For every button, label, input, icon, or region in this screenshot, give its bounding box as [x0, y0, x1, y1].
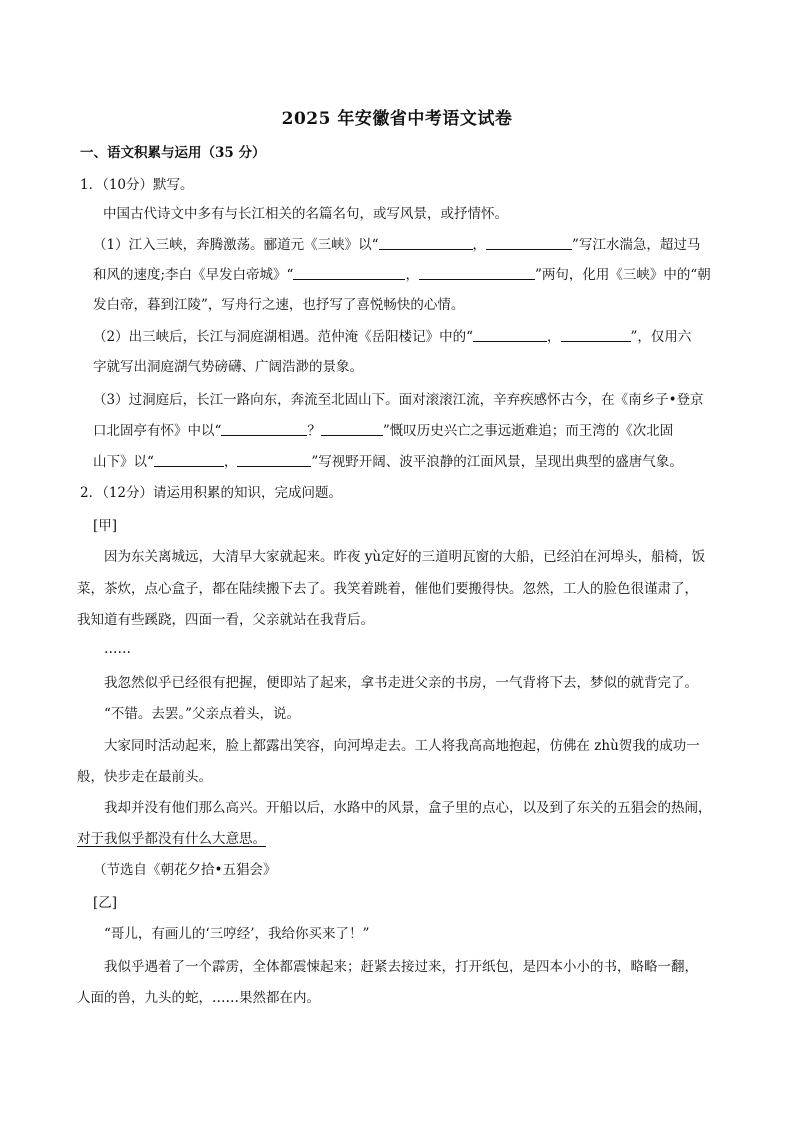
passage-jia-line: 我却并没有他们那么高兴。开船以后，水路中的风景，盒子里的点心，以及到了东关的五猖会的热闹，: [104, 800, 712, 816]
page-title: 2025 年安徽省中考语文试卷: [281, 109, 513, 129]
fill-blank[interactable]: [321, 422, 383, 436]
q1-part2-line2: 字就写出洞庭湖气势磅礴、广阔浩渺的景象。: [93, 359, 363, 375]
q1-part1-line2: [93, 266, 711, 284]
fill-blank[interactable]: [486, 236, 572, 250]
q1-part1-line1: [93, 236, 700, 254]
text: 山下》以“: [93, 454, 154, 470]
fill-blank[interactable]: [379, 236, 473, 250]
text: ”，仅用六: [630, 329, 692, 345]
text: ？: [307, 423, 321, 439]
fill-blank[interactable]: [473, 328, 547, 342]
passage-jia-line: 我忽然似乎已经很有把握，便即站了起来，拿书走进父亲的书房，一气背将下去，梦似的就背完了。: [104, 675, 698, 691]
q1-part3-line1: （3）过洞庭后，长江一路向东，奔流至北固山下。面对滚滚江流，辛弃疾感怀古今，在《南乡子•登京: [93, 392, 704, 408]
text: ，: [547, 329, 561, 345]
passage-yi-label: [乙]: [93, 895, 118, 911]
passage-jia-label: [甲]: [93, 518, 118, 534]
text: ”慨叹历史兴亡之事远逝难追；而王湾的《次北固: [382, 423, 674, 439]
passage-source: （节选自《朝花夕拾•五猖会》: [93, 862, 277, 878]
text: 和风的速度;李白《早发白帝城》“: [93, 267, 294, 283]
passage-jia-line: 般，快步走在最前头。: [77, 769, 212, 785]
passage-jia-line: 因为东关离城远，大清早大家就起来。昨夜 yù定好的三道明瓦窗的大船，已经泊在河埠头，船椅，饭: [104, 549, 706, 565]
passage-yi-line: “哥儿，有画儿的‘三哼经’，我给你买来了！”: [104, 926, 370, 942]
question-2-heading: 2．（12分）请运用积累的知识，完成问题。: [80, 485, 343, 501]
q1-part1-line3: 发白帝，暮到江陵”，写舟行之速，也抒写了喜悦畅快的心情。: [93, 297, 465, 313]
text: （2）出三峡后，长江与洞庭湖相遇。范仲淹《岳阳楼记》中的“: [93, 329, 473, 345]
q1-part3-line3: [93, 453, 683, 471]
section-heading: 一、语文积累与运用（35 分）: [80, 145, 266, 161]
q1-part3-line2: [93, 422, 673, 440]
fill-blank[interactable]: [561, 328, 631, 342]
text: ”写视野开阔、波平浪静的江面风景，呈现出典型的盛唐气象。: [311, 454, 683, 470]
text: ，: [405, 267, 419, 283]
text: 口北固亭有怀》中以“: [93, 423, 222, 439]
passage-jia-line: “不错。去罢。”父亲点着头，说。: [104, 706, 301, 722]
passage-jia-line: 大家同时活动起来，脸上都露出笑容，向河埠走去。工人将我高高地抱起，仿佛在 zhù贺我的成功一: [104, 738, 700, 754]
underlined-sentence: 对于我似乎都没有什么大意思。: [77, 831, 266, 847]
text: ，: [223, 454, 238, 470]
text: ”写江水湍急，超过马: [572, 237, 701, 253]
text: （1）江入三峡，奔腾激荡。郦道元《三峡》以“: [93, 237, 379, 253]
passage-jia-line: 我知道有些蹊跷，四面一看，父亲就站在我背后。: [77, 612, 374, 628]
passage-yi-line: 我似乎遇着了一个霹雳，全体都震悚起来；赶紧去接过来，打开纸包，是四本小小的书，略略一翻，: [104, 959, 698, 975]
question-1-intro: 中国古代诗文中多有与长江相关的名篇名句，或写风景，或抒情怀。: [103, 206, 508, 222]
question-1-heading: 1．（10分）默写。: [80, 177, 194, 193]
fill-blank[interactable]: [154, 453, 224, 467]
ellipsis: ……: [104, 641, 131, 657]
passage-yi-line: 人面的兽，九头的蛇，……果然都在内。: [77, 990, 320, 1006]
fill-blank[interactable]: [221, 422, 307, 436]
fill-blank[interactable]: [237, 453, 311, 467]
fill-blank[interactable]: [293, 266, 405, 280]
q1-part2-line1: [93, 328, 691, 346]
text: ，: [472, 237, 486, 253]
text: ”两句，化用《三峡》中的“朝: [534, 267, 711, 283]
fill-blank[interactable]: [419, 266, 535, 280]
passage-jia-line: 菜，茶炊，点心盒子，都在陆续搬下去了。我笑着跳着，催他们要搬得快。忽然，工人的脸色很谨肃了，: [77, 581, 698, 597]
